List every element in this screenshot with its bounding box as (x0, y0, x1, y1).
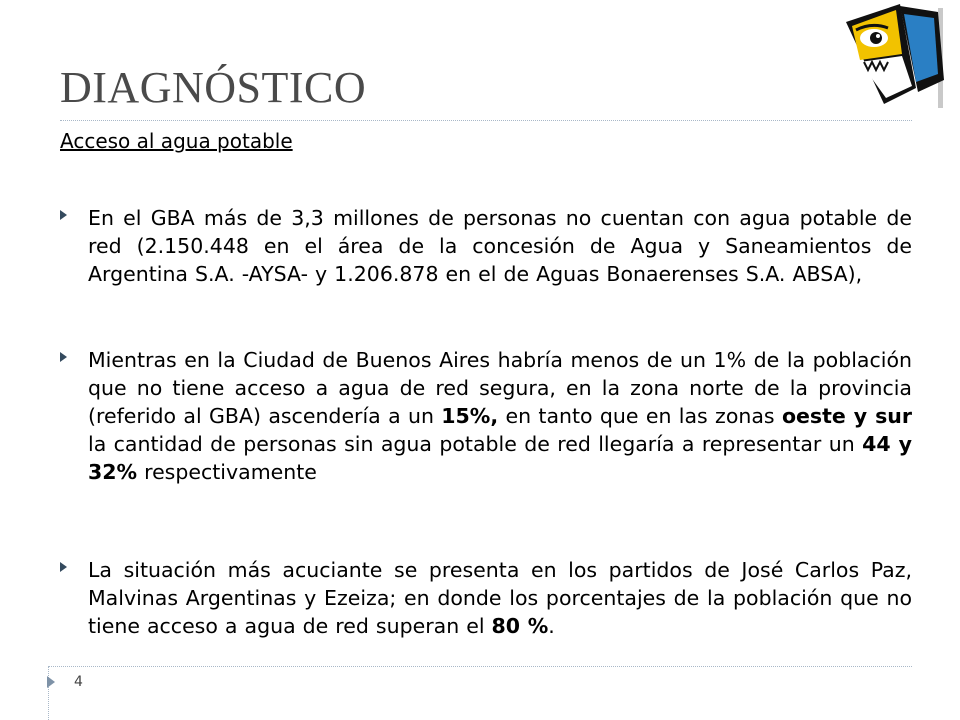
page-title: DIAGNÓSTICO (60, 63, 367, 112)
bullet-item (60, 204, 912, 288)
triangle-bullet-icon (60, 352, 67, 362)
page-number: 4 (74, 674, 83, 690)
text-segment: la cantidad de personas sin agua potable de red llegaría a representar un (88, 432, 863, 456)
text-segment: en tanto que en las zonas (498, 404, 782, 428)
text-segment: respectivamente (137, 460, 317, 484)
bullet-item (60, 346, 912, 486)
text-segment: La situación más acuciante se presenta en los partidos de José Carlos Paz, Malvinas Argentinas y Ezeiza; en donde los porcentajes de la población que no tiene acceso a agua de red superan el (88, 558, 912, 638)
bold-text-segment: 15%, (441, 404, 499, 428)
bullet-item (60, 556, 912, 640)
triangle-bullet-icon (60, 562, 67, 572)
title-divider (60, 120, 912, 121)
bold-text-segment: oeste y sur (781, 404, 912, 428)
bullet-text (88, 556, 912, 640)
text-segment: Mientras en la Ciudad de Buenos Aires habría menos de un 1% de la población que no tiene acceso a agua de red segura, en la zona norte de la provincia (referido al GBA) ascendería a un (88, 348, 912, 428)
footer-divider (48, 666, 912, 667)
hand-with-eye-logo-icon (838, 0, 948, 110)
bullet-text (88, 346, 912, 486)
text-segment: En el GBA más de 3,3 millones de personas no cuentan con agua potable de red (2.150.448 en el área de la concesión de Agua y Saneamientos de Argentina S.A. -AYSA- y 1.206.878 en el de Aguas Bonaerenses S.A. ABSA), (88, 206, 912, 286)
triangle-bullet-icon (60, 210, 67, 220)
footer-side-rule (48, 666, 49, 720)
bullet-text (88, 204, 912, 288)
bold-text-segment: 44 y 32% (88, 432, 912, 484)
bold-text-segment: 80 % (491, 614, 549, 638)
page-marker-icon (47, 676, 55, 688)
text-segment: . (548, 614, 555, 638)
slide-subtitle: Acceso al agua potable (60, 129, 293, 153)
